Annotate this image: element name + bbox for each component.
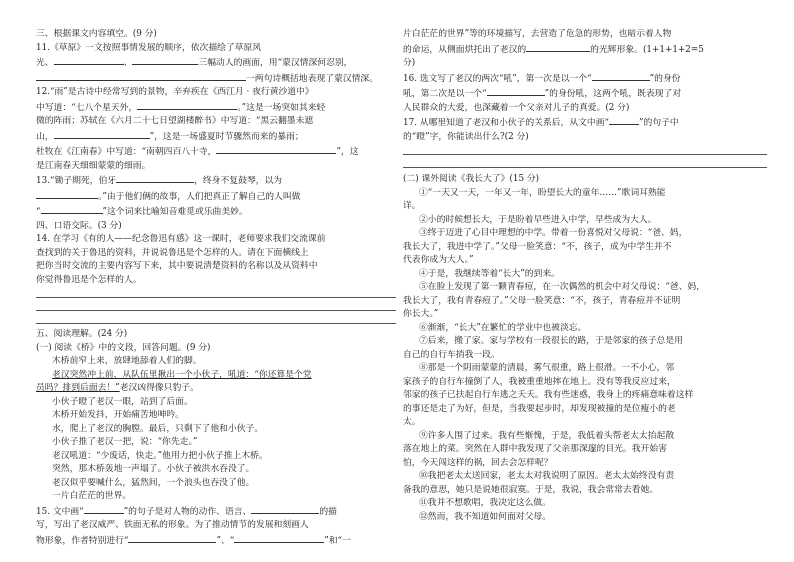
passage-line: 你长大。” [403,309,439,319]
answer-blank[interactable] [41,204,103,214]
passage-line: 详。 [403,201,421,211]
answer-blank[interactable] [128,533,216,543]
q16-text-c: 吼，第二次是以一个“ [403,89,487,99]
passage-line: 木桥开始发抖，开始痛苦地呻吟。 [52,410,184,420]
passage-text: 老汉凶得像只豹子。 [119,383,199,393]
passage-line: 突然，那木桥轰地一声塌了。小伙子被洪水吞没了。 [52,464,255,474]
q13-line-1 [36,173,396,189]
q13-text-d: ”这个词来比喻知音难觅或乐曲美妙。 [102,207,248,217]
passage-line: 邻家的孩子已扶起自行车逃之夭夭。我有些迷惑，我身上的疼痛意味着这样 [403,390,694,400]
q15-text-d: 物形象，作者特别进行“ [36,535,129,546]
passage-line: 水，爬上了老汉的胸膛。最后，只剩下了他和小伙子。 [52,423,264,434]
q12-line-4 [36,129,396,145]
passage-line: 木桥前窄上来，放肆地舔着人们的脚。 [52,356,202,366]
passage-line: 小伙子瞪了老汉一眼，站到了后面。 [52,396,193,407]
q12-line-5 [36,144,396,160]
answer-line[interactable] [403,144,767,155]
q15-cont-text-a: 的命运，从侧面烘托出了老汉的 [403,44,527,55]
q12-line-3: 微的阵雨；苏轼在《六月二十七日望湖楼醉书》中写道：“黑云翻墨未遮 [36,116,314,126]
q15-text-b: ”的句子是对人物的动作、语言、 [123,506,252,517]
answer-line[interactable] [36,313,396,324]
q16-line-3: 人民群众的大爱，也深藏着一个父亲对儿子的真爱。(2 分) [403,102,630,113]
q11-text-a: 光、 [36,58,54,68]
passage-line: 我长大了，我有青春痘了。”父母一脸笑意：“不，孩子，青春痘并不证明 [403,295,681,306]
passage-line: 老汉似乎要喊什么，猛然间，一个浪头也吞没了他。 [52,477,255,488]
passage-line: ⑦后来，搬了家。家与学校有一段很长的路，于是邻家的孩子总是用 [419,336,683,346]
answer-blank[interactable] [84,504,124,514]
q12-text-f: ”，这 [336,147,359,157]
q13-text-a: 13.“锄子期死，伯牙 [36,176,117,186]
q16-text-d: ”的身份吼，这两个吼，既表现了对 [544,89,682,99]
q15-cont-line-1: 片白茫茫的世界”等的环境描写，去营造了危急的形势，也暗示着人物 [403,29,672,39]
q16-text-a: 16. 选文写了老汉的两次“吼”，第一次是以一个“ [403,73,592,84]
answer-line[interactable] [36,287,396,298]
q12-line-2 [36,100,396,116]
passage-line: ④于是，我继续等着“长大”的到来。 [419,268,560,279]
q16-text-b: ”的身份 [649,73,681,84]
answer-blank[interactable] [234,533,324,543]
q15-cont-text-b: 的光辉形象。(1+1+1+2=5 [590,44,704,55]
answer-blank[interactable] [36,71,246,81]
passage-line: 自己的自行车捎我一段。 [403,349,500,360]
answer-blank[interactable] [216,144,336,154]
passage-line: ⑨许多人围了过来。我有些惭愧，于是，我低着头帮老太太抬起散 [419,430,675,441]
passage-line: ⑪我并不想歌唱，我决定这么做。 [419,498,551,508]
left-column [36,28,396,548]
passage-line: ②小的时候想长大，于是盼着早些进入中学，早些成为大人。 [419,214,657,225]
q11-line-3 [36,71,396,87]
q17-line-1 [403,115,767,131]
q16-line-2 [403,86,767,102]
q15-line-3 [36,533,396,549]
passage-line: 小伙子推了老汉一把，说：“你先走。” [52,437,198,447]
passage-line: 一片白茫茫的世界。 [52,491,132,501]
passage-line: 怕，今天闯这样的祸，回去会怎样呢？ [403,457,553,468]
passage-line: ⑫然而，我不知道如何面对父母。 [419,511,551,522]
q14-line-4: 你觉得鲁迅是个怎样的人。 [36,274,142,285]
passage-line: 老汉吼道：“少废话，快走。”他用力把小伙子推上木桥。 [52,450,268,461]
reading-2-title: (二) 课外阅读《我长大了》(15 分) [403,174,540,184]
q13-text-c: 。”由于他们俩的故事，人们把真正了解自己的人叫做 [98,191,301,202]
right-column [403,28,767,524]
answer-blank[interactable] [54,55,124,65]
q12-text-c: 山， [36,131,54,142]
q15-text-e: ”、“ [216,535,235,546]
q12-line-6: 是江南春天细细蒙蒙的细雨。 [36,160,151,171]
q13-line-2 [36,189,396,205]
q11-line-1: 11.《草原》一文按照事情发展的顺序，依次描绘了草原风 [36,42,262,53]
passage-line [36,382,396,396]
q12-line-1: 12.“雨”是古诗中经常写到的景物，辛弃疾在《西江月 · 夜行黄沙道中》 [36,87,314,97]
q11-line-2 [36,55,396,71]
q17-line-2: 的“瞪”字，你能读出什么?(2 分) [403,131,529,142]
q12-text-b: 。”这是一场突如其来轻 [237,102,326,113]
q12-text-a: 中写道：“七八个星天外， [36,102,138,113]
q13-text-b: ，终身不复鼓琴，以为 [194,176,283,186]
passage-line: ⑤在脸上发现了第一颗青春痘，在一次偶然的机会中对父母说：“爸、妈， [419,282,705,292]
q15-text-c: 的描 [319,506,337,517]
q15-cont-line-2 [403,42,767,58]
q15-line-2: 写，写出了老汉威严、铁面无私的形象。为了推动情节的发展和刻画人 [36,520,309,530]
q15-cont-line-3: 分) [403,58,416,68]
passage-line: 备我的意思，她只是说她很寂寞。于是，我说，我会常常去看她。 [403,484,659,495]
answer-line[interactable] [36,300,396,311]
passage-line: ①“一天又一天，一年又一年，盼望长大的童年……”歌词耳熟能 [419,187,666,198]
q14-line-2: 查找到的关于鲁迅的资料，并说说鲁迅是个怎样的人。请在下面横线上 [36,247,309,258]
passage-line: 太。 [403,417,421,427]
passage-line: ⑥渐渐，“长大”在繁忙的学业中也被淡忘。 [419,322,587,333]
answer-blank[interactable] [54,129,150,139]
passage-line: 我长大了，我进中学了。”父母一脸笑意：“不，孩子，成为中学生并不 [403,241,672,252]
q11-text-b: 、 [123,58,133,68]
q15-text-a: 15. 文中画“ [36,506,84,517]
reading-1-title: (一) 阅读《桥》中的文段，回答问题。(9 分) [36,342,211,353]
underlined-sentence: 老汉突然冲上前，从队伍里揪出一个小伙子，吼道：“你还算是个党 [52,369,312,380]
passage-line [36,369,396,383]
passage-line: 代表你成为大人。” [403,255,474,265]
section-5-title: 五、阅读理解。(24 分) [36,329,128,339]
answer-blank[interactable] [137,100,237,110]
answer-blank[interactable] [592,71,650,81]
q17-text-b: ”的句子中 [639,118,679,128]
q11-text-d: 一两句诗概括地表现了蒙汉情深。 [246,73,378,84]
answer-blank[interactable] [132,55,198,65]
q16-line-1 [403,71,767,87]
answer-blank[interactable] [36,189,98,199]
q14-line-3: 把你当时交流的主要内容写下来，其中要说清楚资料的名称以及从资料中 [36,261,318,271]
passage-line: ⑩我把老太太送回家，老太太对我说明了原因。老太太始终没有责 [419,471,675,481]
underlined-sentence: 员吗？排到后面去！” [36,383,120,393]
q17-text-a: 17. 从哪里知道了老汉和小伙子的关系后，从文中画“ [403,118,610,128]
passage-line: 家孩子的自行车撞倒了人，我被重重地摔在地上。没有等我反应过来， [403,376,676,387]
q15-text-f: ”和“一 [324,535,351,546]
q15-line-1 [36,504,396,520]
passage-line: 落在地上的菜。突然在人群中我发现了父亲那深邃的目光。我开始害 [403,444,667,454]
q12-text-e: 杜牧在《江南春》中写道：“南朝四百八十寺， [36,147,217,157]
answer-blank[interactable] [609,115,639,125]
answer-blank[interactable] [487,86,545,96]
q11-text-c: 三幅动人的画面，用“蒙汉情深何忍别， [198,58,353,68]
q13-line-3: “ ”这个词来比喻知音难觅或乐曲美妙。 [36,204,396,220]
answer-blank[interactable] [116,173,194,183]
passage-line: 的事还是走了为好，但是，当我要起步时，却发现被撞的是位瘦小的老 [403,403,676,414]
section-3-title: 三、根据课文内容填空。(9 分) [36,29,157,39]
section-4-title: 四、口语交际。(3 分) [36,220,122,231]
q14-line-1: 14. 在学习《有的人——纪念鲁迅有感》这一课时，老师要求我们交流课前 [36,234,326,244]
answer-blank[interactable] [526,42,590,52]
passage-line: ③终于迈进了心目中理想的中学。带着一份喜悦对父母说：“爸、妈， [419,228,688,238]
passage-line: ⑧那是一个阴雨蒙蒙的清晨，雾气很重，路上很滑。一不小心，邻 [419,363,675,373]
answer-line[interactable] [403,157,767,168]
answer-blank[interactable] [251,504,319,514]
q12-text-d: ”，这是一场盛夏时节骤然而来的暴雨； [149,131,304,142]
